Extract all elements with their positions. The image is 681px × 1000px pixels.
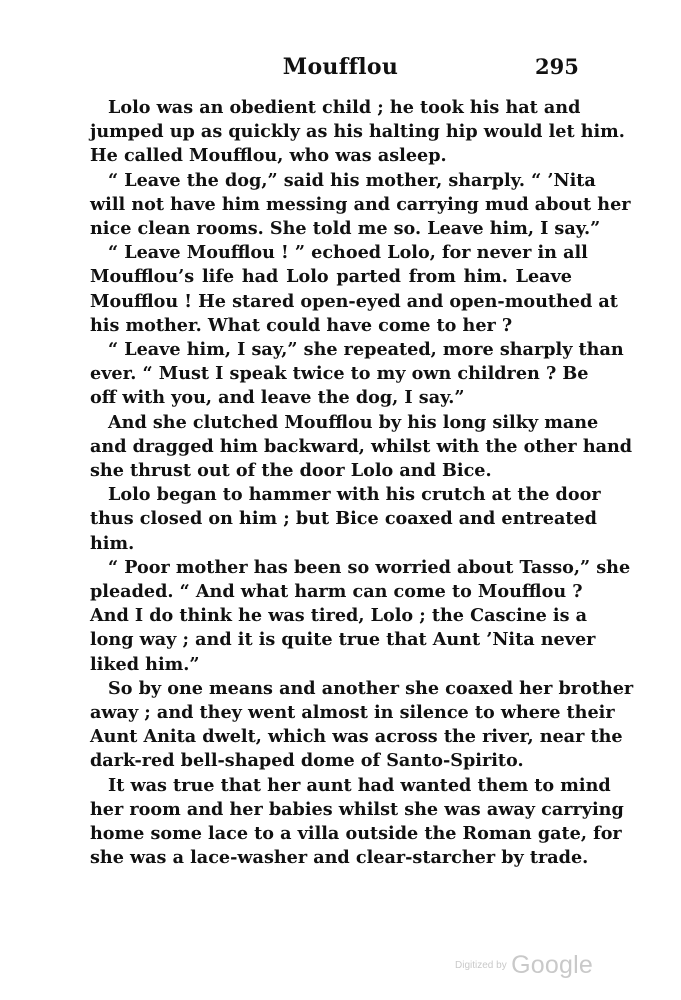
text-line: pleaded. “ And what harm can come to Moufflou ? [90,581,583,603]
paragraph [90,96,625,169]
text-line: “ Leave the dog,” said his mother, sharply. “ ’Nita [108,169,596,191]
paragraph [90,556,631,677]
paragraph [90,677,634,774]
paragraph [90,169,631,242]
text-line: Aunt Anita dwelt, which was across the river, near the [90,726,623,748]
text-line: “ Leave Moufflou ! ” echoed Lolo, for never in all [108,242,588,264]
body-text [90,96,634,871]
running-title: Moufflou [282,54,399,80]
text-line: nice clean rooms. She told me so. Leave him, I say.” [90,218,601,240]
text-line: she was a lace-washer and clear-starcher by trade. [90,847,589,869]
text-line: him. [90,532,135,554]
text-line: liked him.” [90,653,200,675]
text-line: away ; and they went almost in silence to where their [90,702,615,724]
text-line: off with you, and leave the dog, I say.” [90,387,465,409]
text-line: He called Moufflou, who was asleep. [90,145,447,167]
text-line: his mother. What could have come to her ? [90,314,513,336]
text-line: and dragged him backward, whilst with the other hand [90,435,633,457]
text-line: she thrust out of the door Lolo and Bice. [90,460,492,482]
text-line: And I do think he was tired, Lolo ; the Cascine is a [90,605,588,627]
paragraph [90,338,624,411]
text-line: will not have him messing and carrying mud about her [90,193,631,215]
text-line: long way ; and it is quite true that Aunt ’Nita never [90,629,596,651]
watermark-brand: Google [511,951,593,979]
text-line: her room and her babies whilst she was away carrying [90,798,624,820]
text-line: “ Leave him, I say,” she repeated, more sharply than [108,339,624,361]
digitized-by-google-watermark [455,951,593,980]
text-line: It was true that her aunt had wanted them to mind [108,774,611,796]
paragraph [90,411,633,484]
text-line: dark-red bell-shaped dome of Santo-Spirito. [90,750,524,772]
text-line: thus closed on him ; but Bice coaxed and entreated [90,508,597,530]
page-number: 295 [535,54,579,79]
text-line: And she clutched Moufflou by his long silky mane [108,411,599,433]
text-line: Lolo began to hammer with his crutch at the door [108,484,601,506]
paragraph [90,241,618,338]
watermark-prefix: Digitized by [455,960,507,971]
paragraph [90,483,601,556]
text-line: home some lace to a villa outside the Roman gate, for [90,823,622,845]
text-line: jumped up as quickly as his halting hip would let him. [90,121,625,143]
text-line: Moufflou ! He stared open-eyed and open-mouthed at [90,290,618,312]
paragraph [90,774,624,871]
text-line: “ Poor mother has been so worried about Tasso,” she [108,556,631,578]
text-line: So by one means and another she coaxed her brother [108,677,634,699]
text-line: Lolo was an obedient child ; he took his hat and [108,97,581,118]
text-line: Moufflou’s life had Lolo parted from him. Leave [90,266,572,288]
text-line: ever. “ Must I speak twice to my own children ? Be [90,363,589,385]
